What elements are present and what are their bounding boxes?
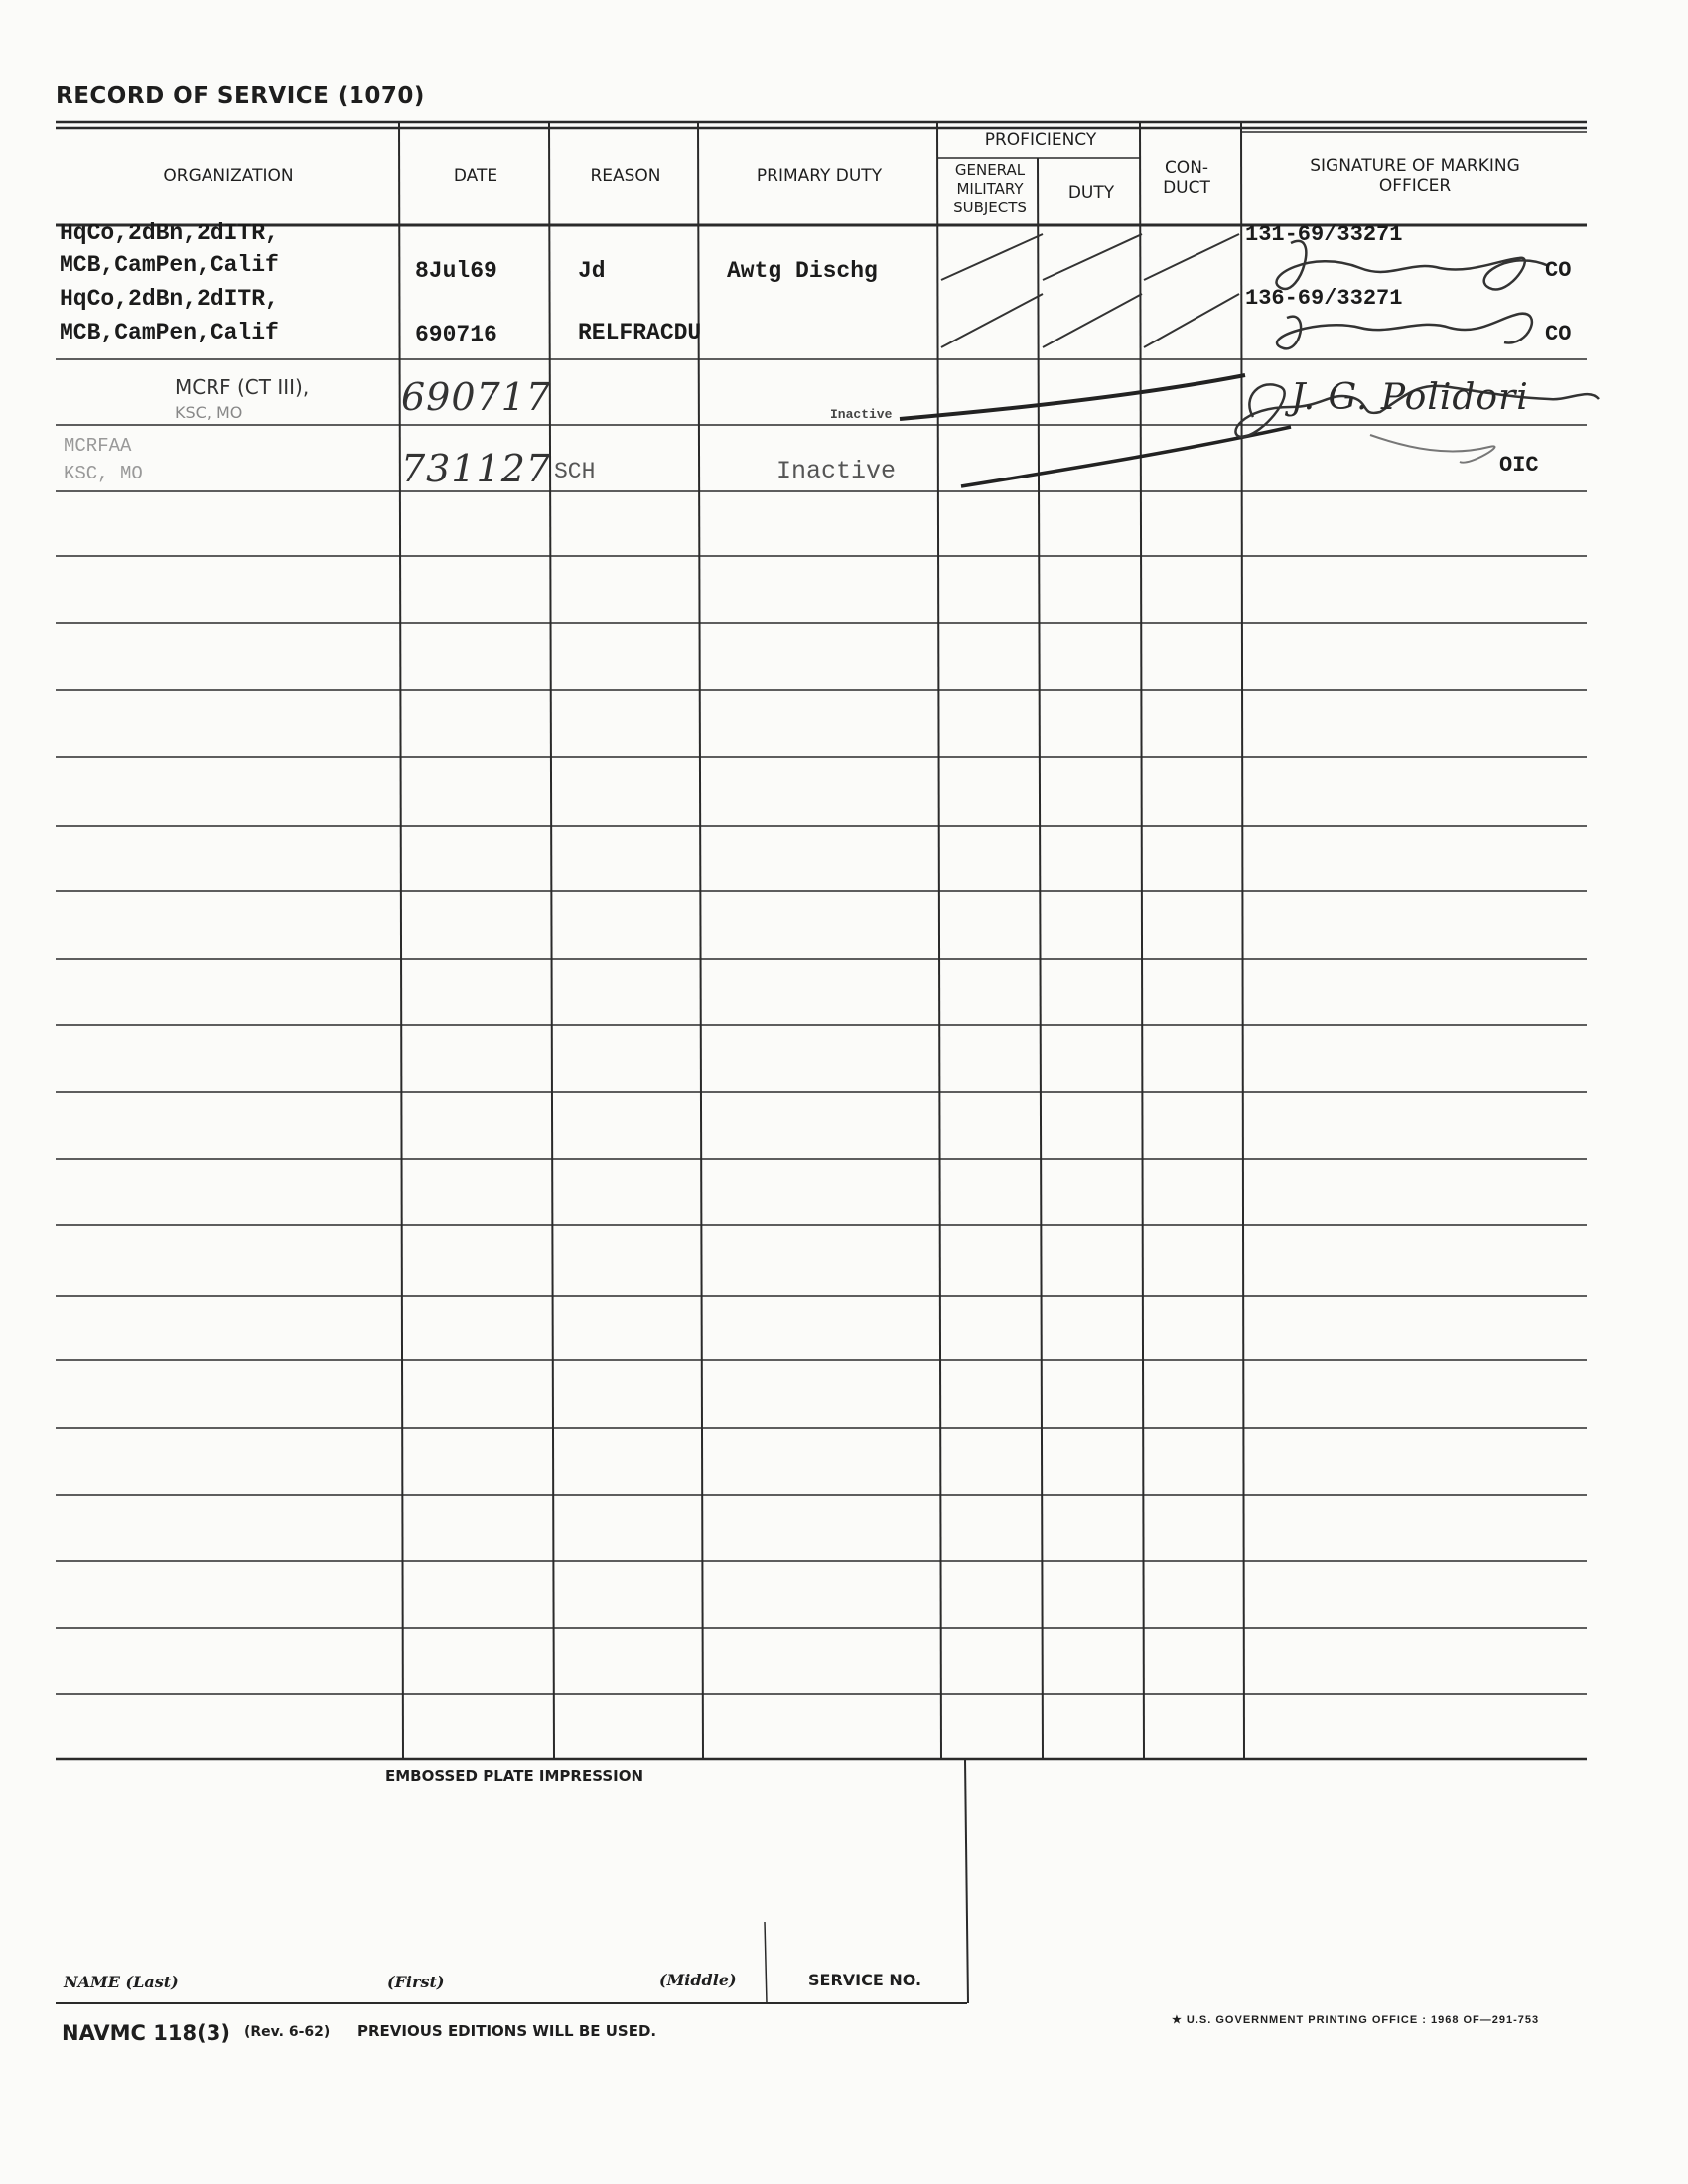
signature-title: CO [1545,322,1572,346]
organization-line-1: HqCo,2dBn,2dITR, [60,220,279,246]
organization-line-2: MCB,CamPen,Calif [60,252,279,278]
entry-primary-duty: Inactive [776,457,897,485]
entry-reason: Jd [578,258,606,284]
column-header-signature: SIGNATURE OF MARKING OFFICER [1310,156,1520,196]
signature-title: OIC [1499,453,1539,478]
printing-office-imprint: ★ U.S. GOVERNMENT PRINTING OFFICE : 1968 OF—291-753 [1172,2014,1540,2026]
previous-editions-note: PREVIOUS EDITIONS WILL BE USED. [357,2022,657,2040]
form-title: RECORD OF SERVICE (1070) [56,83,425,109]
embossed-plate-label: EMBOSSED PLATE IMPRESSION [385,1767,644,1785]
column-header-date: DATE [453,166,498,186]
organization-line-1: HqCo,2dBn,2dITR, [60,286,279,312]
organization-line-1: MCRF (CT III), [175,375,310,399]
service-number-label: SERVICE NO. [808,1971,922,1989]
signature-reference: 136-69/33271 [1245,286,1403,311]
form-number: NAVMC 118(3) [62,2021,230,2045]
column-header-general-military-subjects: GENERAL MILITARY SUBJECTS [953,161,1027,216]
column-header-primary-duty: PRIMARY DUTY [756,166,883,186]
name-last-label: NAME (Last) [64,1973,179,1991]
entry-date: 690717 [401,375,552,419]
column-header-conduct: CON- DUCT [1163,158,1210,198]
organization-line-2: KSC, MO [175,403,243,422]
organization-line-1: MCRFAA [64,435,132,457]
entry-reason: RELFRACDU [578,320,702,345]
signature-reference: 131-69/33271 [1245,222,1403,247]
entry-primary-duty: Awtg Dischg [727,258,878,284]
entry-date: 690716 [415,322,497,347]
signature-title: CO [1545,258,1572,283]
signature-name: J. G. Polidori [1291,377,1529,418]
name-middle-label: (Middle) [659,1971,737,1989]
column-header-organization: ORGANIZATION [163,166,294,186]
column-header-reason: REASON [590,166,661,186]
entry-date: 8Jul69 [415,258,497,284]
entry-date: 731127 [401,447,552,490]
entry-reason: SCH [554,459,596,484]
organization-line-2: MCB,CamPen,Calif [60,320,279,345]
organization-line-2: KSC, MO [64,463,143,484]
column-header-proficiency: PROFICIENCY [984,130,1097,150]
entry-primary-duty: Inactive [830,407,893,422]
name-first-label: (First) [387,1973,445,1991]
column-header-duty: DUTY [1067,183,1115,203]
form-revision: (Rev. 6-62) [244,2024,331,2040]
